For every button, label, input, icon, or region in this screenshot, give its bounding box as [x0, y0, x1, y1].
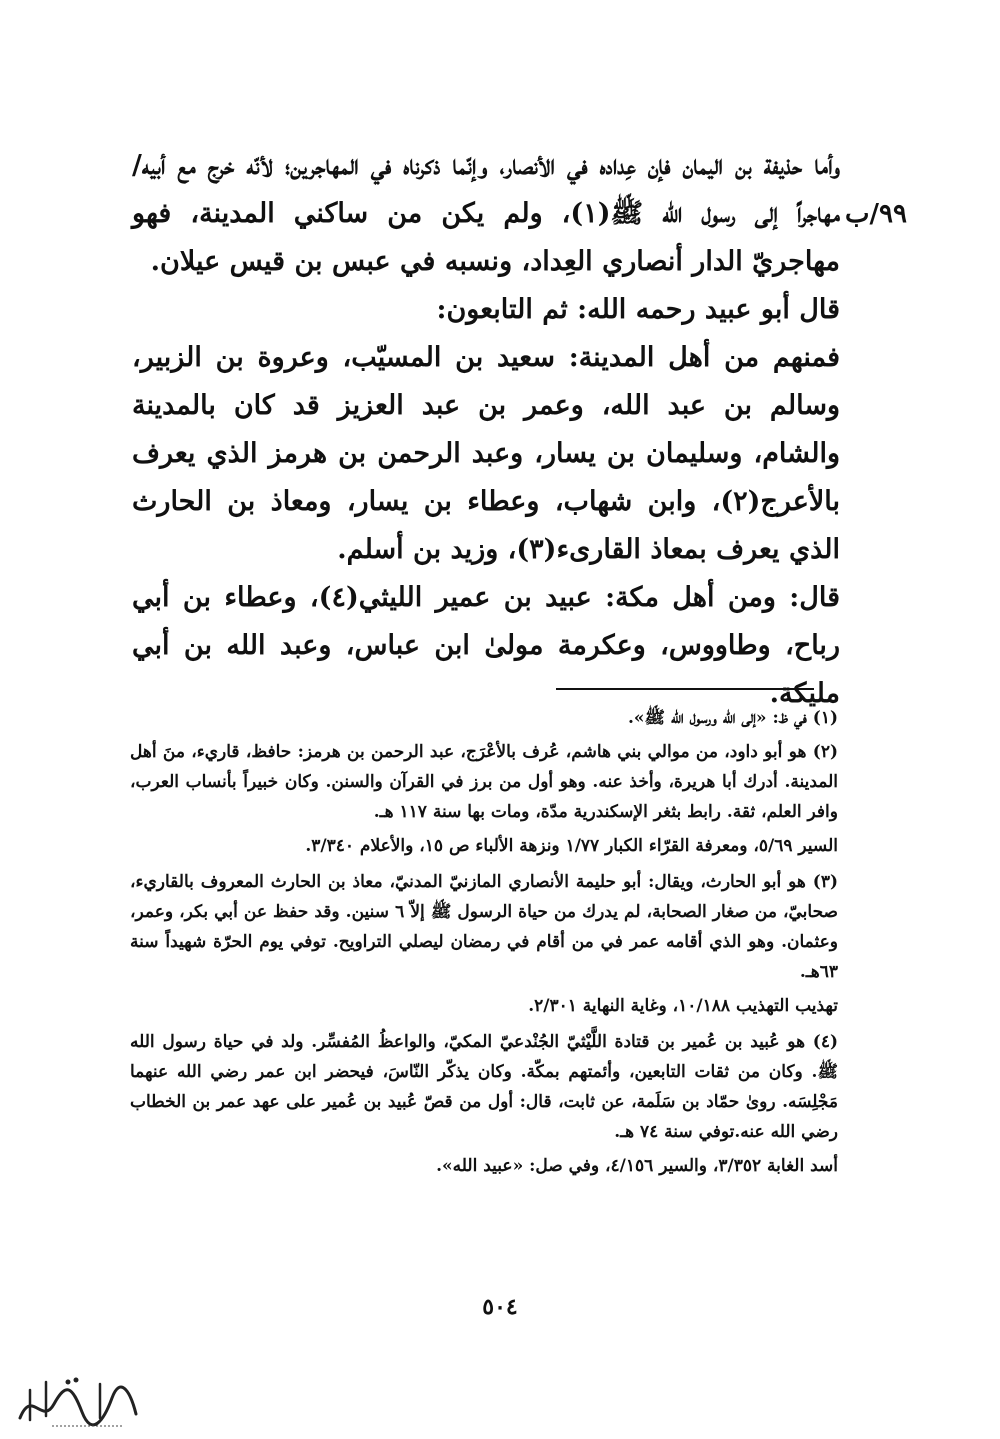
- footnote-4: (٤) هو عُبيد بن عُمير بن قتادة اللَّيْثيّ الجُنْدعيّ المكيّ، والواعظُ المُفسِّر. ولد في حياة رسول الله ﷺ. وكان من ثقات التابعين، وأئمتهم بمكّة. وكان يذكّر النّاسَ، فيحضر ابن عمر رضي الله عنهما مَجْلِسَه. روىٰ حمّاد بن سَلَمة، عن ثابت، قال: أول من قصّ عُبيد بن عُمير على عهد عمر بن الخطاب رضي الله عنه.توفي سنة ٧٤ هـ.: [130, 1032, 838, 1142]
- page-number: ٥٠٤: [482, 1294, 518, 1320]
- footnote-3: (٣) هو أبو الحارث، ويقال: أبو حليمة الأنصاري المازنيّ المدنيّ، معاذ بن الحارث المعروف بالقاريء، صحابيّ، من صغار الصحابة، لم يدرك من حياة الرسول ﷺ إلاّ ٦ سنين. وقد حفظ عن أبي بكر، وعمر، وعثمان. وهو الذي أقامه عمر في من أقام في رمضان ليصلي التراويح. توفي يوم الحرّة شهيداً سنة ٦٣هـ.: [130, 872, 838, 982]
- paragraph-madina-tabiun: فمنهم من أهل المدينة: سعيد بن المسيّب، وعروة بن الزبير، وسالم بن عبد الله، وعمر بن عبد العزيز قد كان بالمدينة والشام، وسليمان بن يسار، وعبد الرحمن بن هرمز الذي يعرف بالأعرج(٢)، وابن شهاب، وعطاء بن يسار، ومعاذ بن الحارث الذي يعرف بمعاذ القارىء(٣)، وزيد بن أسلم.: [132, 342, 840, 565]
- paragraph-hudhayfa: وأما حذيفة بن اليمان فإن عِداده في الأنصار، وإنّما ذكرناه في المهاجرين؛ لأنّه خرج مع أبيه/ مهاجراً إلى رسول الله ﷺ(١)، ولم يكن من ساكني المدينة، فهو مهاجريّ الدار أنصاري العِداد، ونسبه في عبس بن قيس عيلان.: [132, 150, 840, 277]
- paragraph-abu-ubayd-tabiun: قال أبو عبيد رحمه الله: ثم التابعون:: [436, 294, 840, 325]
- footnote-separator: [556, 688, 814, 690]
- footnote-1: (١) في ظ: «إلى الله ورسول الله ﷺ».: [627, 708, 838, 728]
- footnote-2-sources: السير ٥/٦٩، ومعرفة القرّاء الكبار ١/٧٧ ونزهة الألباء ص ١٥، والأعلام ٣/٣٤٠.: [305, 836, 838, 856]
- manuscript-folio-note: ٩٩/ب: [845, 199, 907, 229]
- publisher-watermark-logo: [12, 1368, 142, 1432]
- main-text: [132, 142, 840, 718]
- footnotes: [130, 703, 838, 1187]
- paragraph-makka-tabiun: قال: ومن أهل مكة: عبيد بن عمير الليثي(٤)، وعطاء بن أبي رباح، وطاووس، وعكرمة مولىٰ ابن عباس، وعبد الله بن أبي مليكة.: [132, 582, 841, 709]
- footnote-4-sources: أسد الغابة ٣/٣٥٢، والسير ٤/١٥٦، وفي صل: «عبيد الله».: [436, 1156, 838, 1176]
- footnote-2: (٢) هو أبو داود، من موالي بني هاشم، عُرف بالأعْرَج، عبد الرحمن بن هرمز: حافظ، قاريء، منَ أهل المدينة. أدرك أبا هريرة، وأخذ عنه. وهو أول من برز في القرآن والسنن. وكان خبيراً بأنساب العرب، وافر العلم، ثقة. رابط بثغر الإسكندرية مدّة، ومات بها سنة ١١٧ هـ.: [130, 742, 838, 822]
- footnote-3-sources: تهذيب التهذيب ١٠/١٨٨، وغاية النهاية ٢/٣٠١.: [528, 996, 838, 1016]
